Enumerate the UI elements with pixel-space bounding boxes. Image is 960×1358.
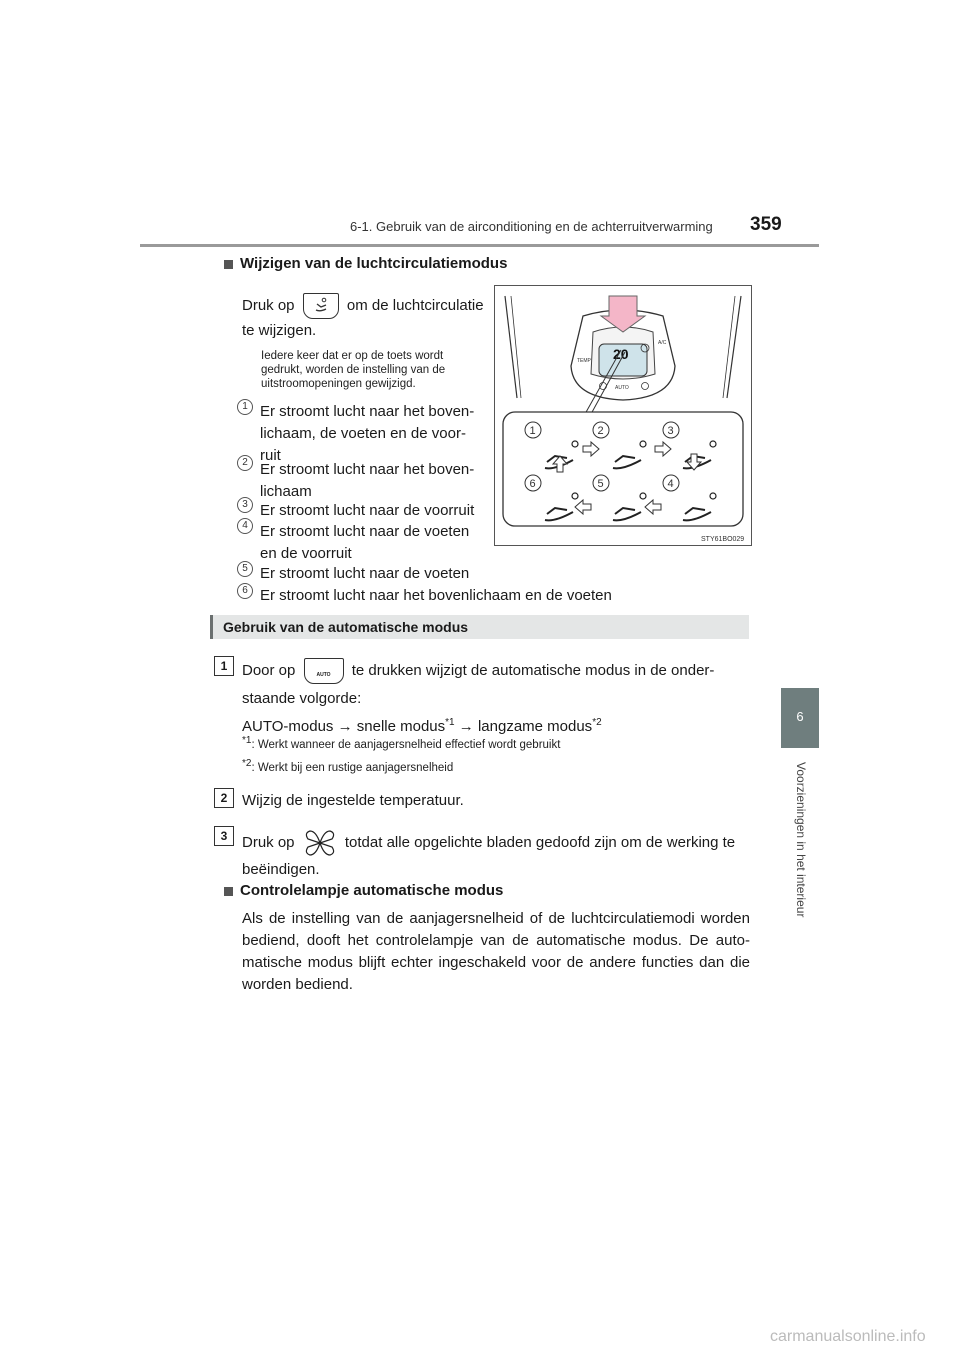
item-num: 5	[237, 561, 253, 577]
header-rule	[140, 244, 819, 247]
indicator-paragraph: Als de instelling van de aanjagersnelheid of de luchtcirculatiemodi worden bediend, dooft het controlelampje van de automatische modus. De auto- matische modus blijft echter ingeschakeld voor de andere functies dan die worden bediend.	[242, 910, 750, 993]
step2-text: Wijzig de ingestelde temperatuur.	[242, 792, 464, 809]
svg-text:3: 3	[667, 425, 674, 437]
item-text: Er stroomt lucht naar de voeten en de voorruit	[260, 523, 470, 562]
intro-line2: te wijzigen.	[242, 322, 317, 339]
auto-key-icon: AUTO	[304, 658, 344, 684]
intro-pre: Druk op	[242, 296, 295, 314]
item-num: 2	[237, 455, 253, 471]
svg-text:A/C: A/C	[658, 340, 667, 346]
svg-text:1: 1	[529, 425, 536, 437]
footnote-1: $^{*1}$: Werkt wanneer de aanjagersnelheid effectief wordt gebruikt	[242, 735, 561, 751]
footnote-2: $^{*2}$: Werkt bij een rustige aanjagersnelheid	[242, 758, 454, 774]
svg-text:5: 5	[597, 478, 604, 490]
step3-line1: Druk op totdat alle opgelichte bladen gedoofd zijn om de werking te	[242, 828, 750, 858]
climate-panel-figure	[494, 285, 752, 546]
step-number: 3	[214, 826, 234, 846]
step1-line1: Door op AUTO te drukken wijzigt de automatische modus in de onder-	[242, 658, 750, 684]
section-band: Gebruik van de automatische modus	[210, 615, 749, 639]
mode-key-icon	[303, 293, 339, 319]
svg-text:AUTO: AUTO	[615, 385, 629, 391]
mode-sequence: AUTO-modus → snelle modus$^{*1}$ → langzame modus$^{*2}$	[242, 717, 602, 735]
item-text: Er stroomt lucht naar het boven- lichaam	[260, 461, 475, 500]
step3-line2: beëindigen.	[242, 861, 320, 878]
section-heading: 6-1. Gebruik van de airconditioning en de achterruitverwarming	[350, 219, 713, 234]
watermark: carmanualsonline.info	[770, 1328, 926, 1345]
svg-text:4: 4	[667, 478, 674, 490]
page-number: 359	[750, 214, 782, 235]
svg-text:6: 6	[529, 478, 536, 490]
item-text: Er stroomt lucht naar de voorruit	[260, 502, 475, 519]
item-text: Er stroomt lucht naar het boven- lichaam, de voeten en de voor- ruit	[260, 403, 475, 464]
item-text: Er stroomt lucht naar het bovenlichaam en de voeten	[260, 587, 612, 604]
step-number: 1	[214, 656, 234, 676]
item-num: 3	[237, 497, 253, 513]
item-num: 1	[237, 399, 253, 415]
item-num: 6	[237, 583, 253, 599]
square-bullet-icon	[224, 887, 233, 896]
figure-code: STY61BO029	[701, 536, 745, 543]
mode-note: Iedere keer dat er op de toets wordt gedrukt, worden de instelling van de uitstroomopeningen gewijzigd.	[261, 350, 446, 390]
svg-text:TEMP: TEMP	[577, 358, 591, 364]
chapter-tab	[781, 688, 819, 748]
item-num: 4	[237, 518, 253, 534]
section-title-text: Wijzigen van de luchtcirculatiemodus	[240, 255, 508, 272]
chapter-label: Voorzieningen in het interieur	[794, 762, 808, 918]
intro-line	[242, 293, 484, 319]
fan-icon	[299, 828, 341, 858]
svg-text:2: 2	[597, 425, 604, 437]
display-temp: 20	[613, 346, 629, 362]
section-title-airflow	[224, 255, 507, 272]
step-number: 2	[214, 788, 234, 808]
section-title-indicator: Controlelampje automatische modus	[224, 882, 503, 899]
step1-line2: staande volgorde:	[242, 690, 362, 707]
chapter-number: 6	[796, 709, 804, 724]
square-bullet-icon	[224, 260, 233, 269]
intro-post: om de luchtcirculatie	[346, 296, 484, 314]
item-text: Er stroomt lucht naar de voeten	[260, 565, 470, 582]
